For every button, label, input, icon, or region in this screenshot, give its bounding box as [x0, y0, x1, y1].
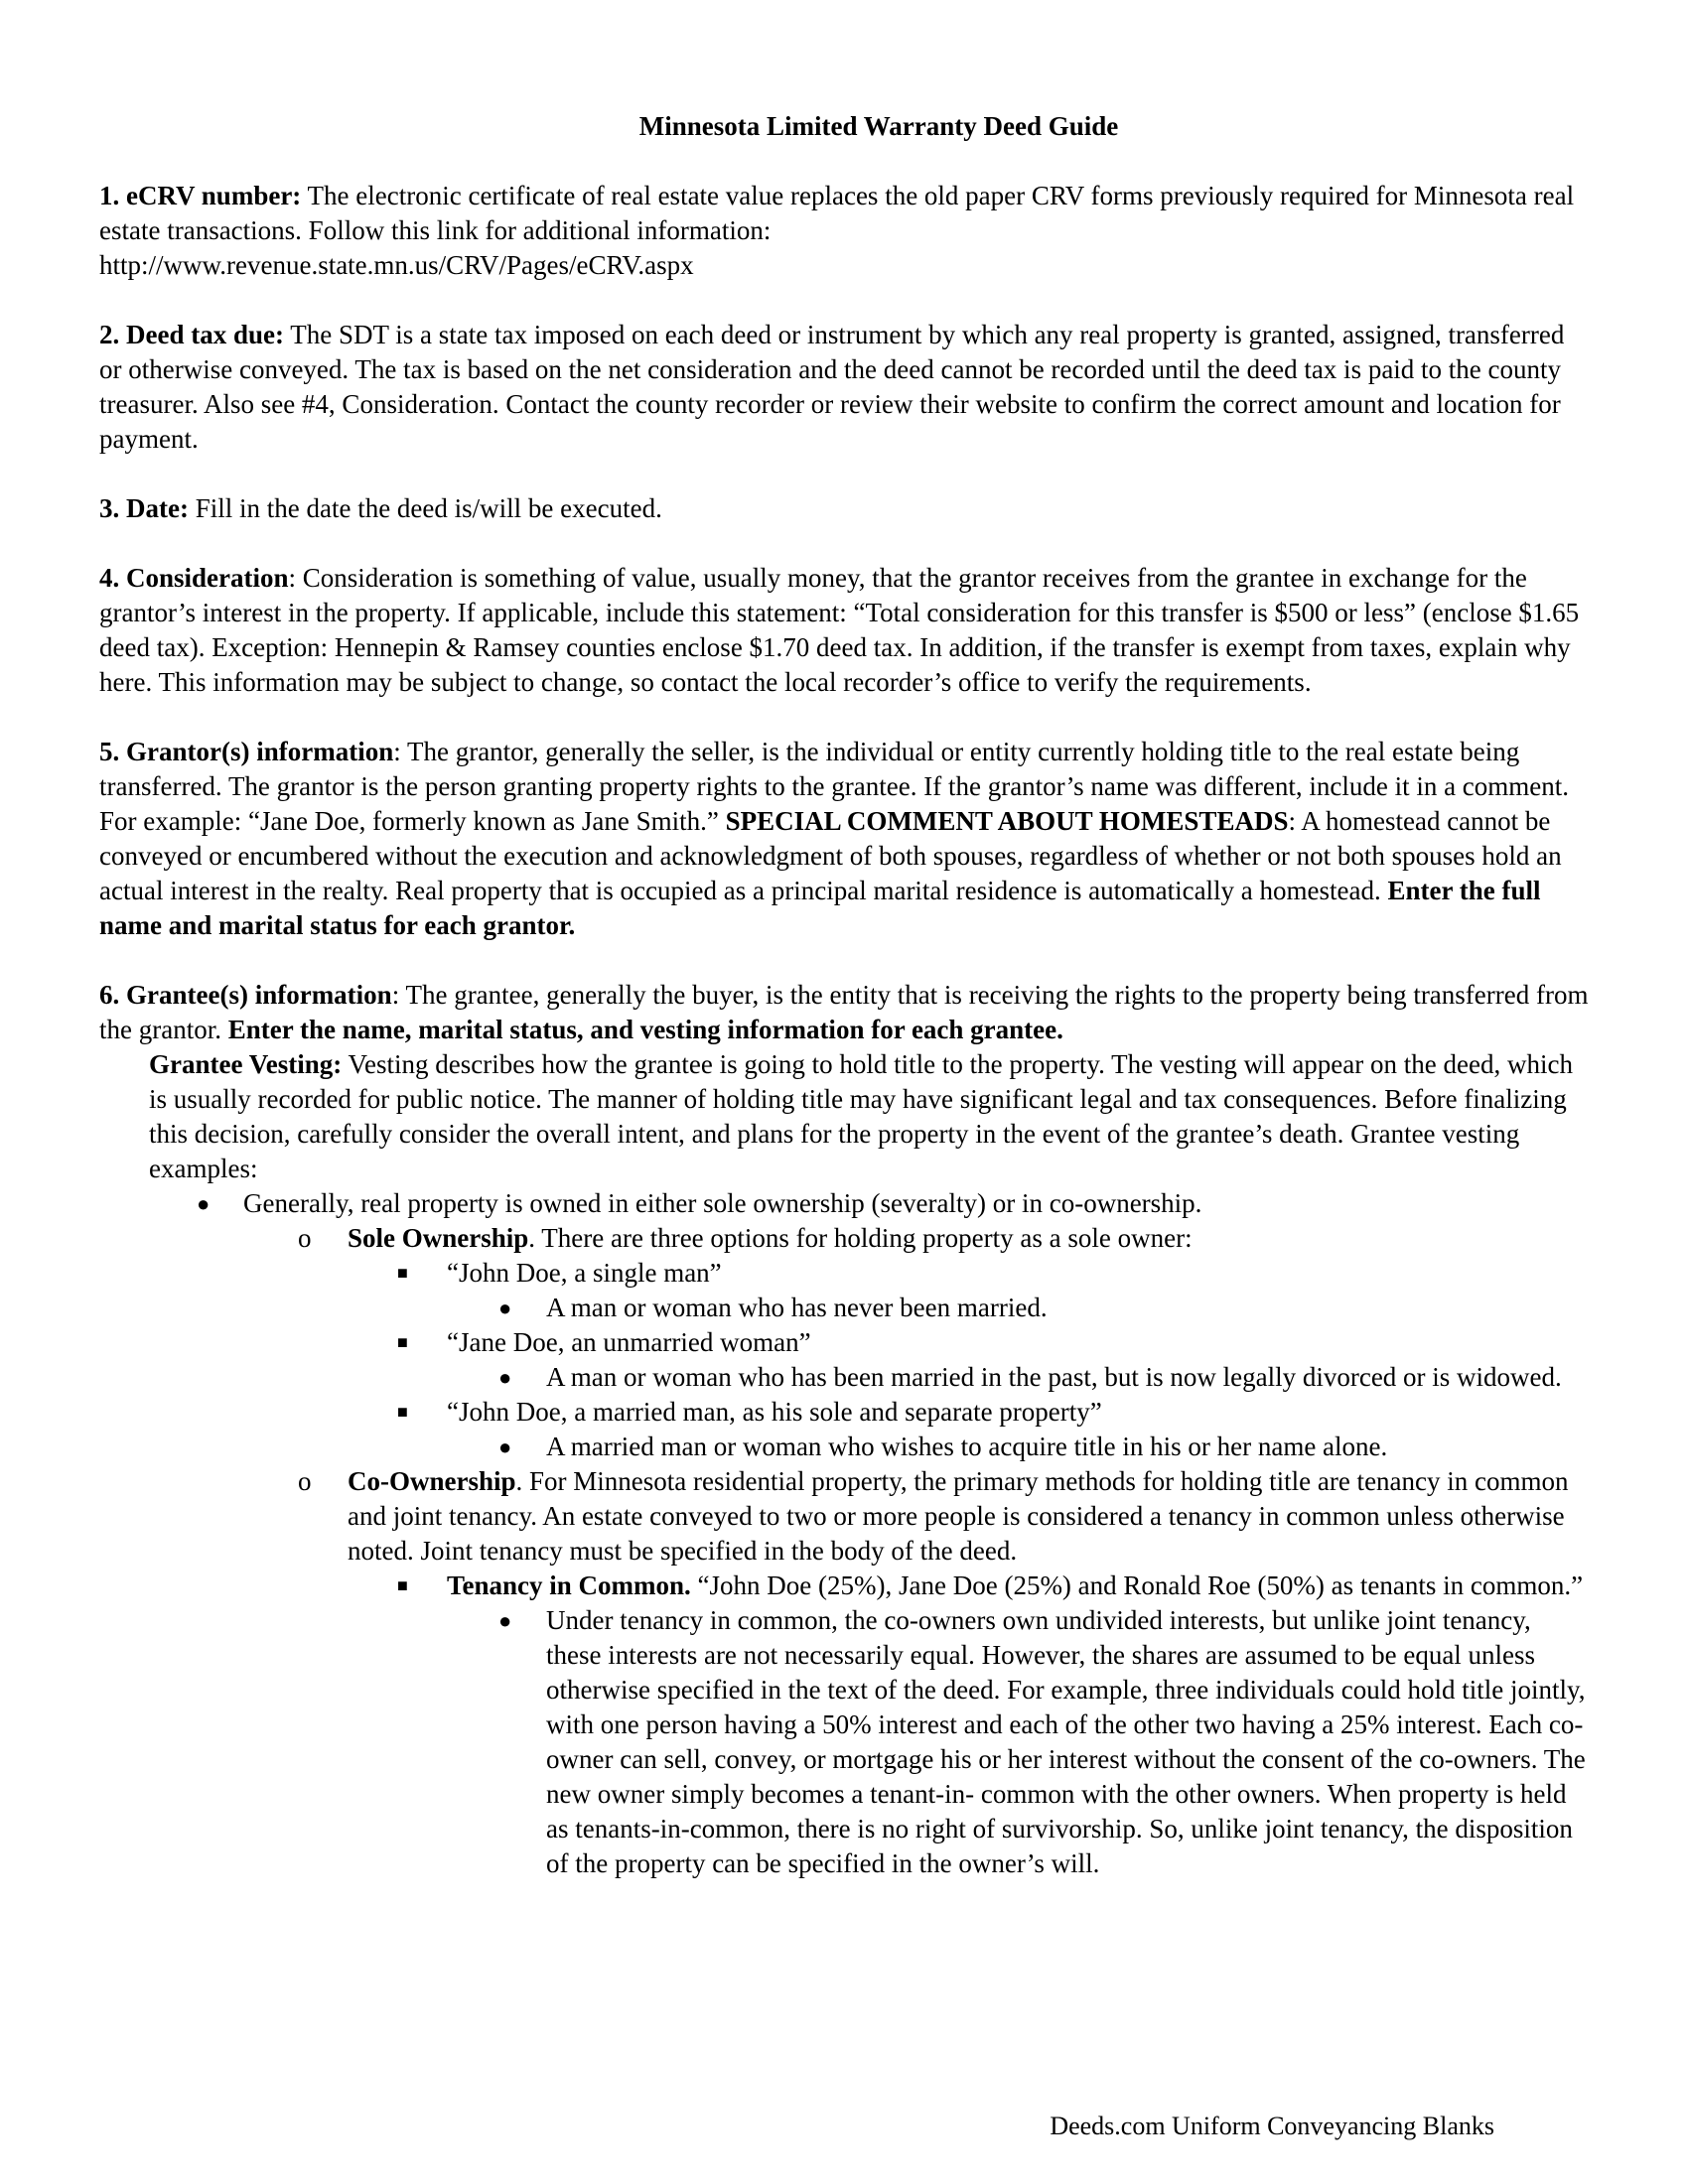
section-text: : The grantor, generally the seller, is the individual or entity currently holding title to the real estate being transferred. The grantor is the person granting property rights to the grantee. If the grantor’s name was different, include it in a comment. For example: “Jane Doe, formerly known as Jane Smith.”: [99, 737, 1570, 836]
bullet-icon: ●: [498, 1296, 512, 1320]
vesting-list: [99, 1186, 1589, 1881]
list-item: ● A man or woman who has never been married.: [546, 1291, 1589, 1325]
square-bullet-icon: ■: [397, 1263, 408, 1283]
sole-ownership-label: Sole Ownership: [348, 1223, 529, 1253]
section-label: 4. Consideration: [99, 563, 289, 593]
list-item: o Co-Ownership. For Minnesota residential property, the primary methods for holding title are tenancy in common and joint tenancy. An estate conveyed to two or more people is considered a tenancy in common unless otherwise noted. Joint tenancy must be specified in the body of the deed.: [298, 1466, 1569, 1566]
section-grantee: [99, 978, 1589, 1881]
bullet-icon: ●: [498, 1434, 512, 1459]
list-item: ● Generally, real property is owned in either sole ownership (severalty) or in co-ownership.: [243, 1186, 1589, 1221]
grantee-intro: [99, 978, 1589, 1047]
section-text: : A homestead cannot be conveyed or encumbered without the execution and acknowledgment of both spouses, regardless of whether or not both spouses hold an actual interest in the realty. Real property that is occupied as a principal marital residence is automatically a homestead.: [99, 806, 1562, 905]
grantee-instruction: Enter the name, marital status, and vesting information for each grantee.: [227, 1015, 1063, 1044]
bullet-icon: ●: [498, 1365, 512, 1390]
list-item: o Sole Ownership. There are three options for holding property as a sole owner:: [348, 1221, 1589, 1256]
section-label: 6. Grantee(s) information: [99, 980, 392, 1010]
list-item: ● Under tenancy in common, the co-owners own undivided interests, but unlike joint tenancy, these interests are not necessarily equal. However, the shares are assumed to be equal unless otherwise specified in the text of the deed. For example, three individuals could hold title jointly, with one person having a 50% interest and each of the other two having a 25% interest. Each co-owner can sell, convey, or mortgage his or her interest without the consent of the co-owners. The new owner simply becomes a tenant-in- common with the other owners. When property is held as tenants-in-common, there is no right of survivorship. So, unlike joint tenancy, the disposition of the property can be specified in the owner’s will.: [498, 1605, 1586, 1878]
bullet-icon: ●: [197, 1191, 211, 1216]
bullet-icon: ●: [498, 1608, 512, 1633]
vesting-label: Grantee Vesting:: [149, 1049, 343, 1079]
grantor-instruction: Enter the full name and marital status for each grantor.: [99, 876, 1541, 940]
section-label: 2. Deed tax due:: [99, 320, 284, 349]
section-text: : Consideration is something of value, usually money, that the grantor receives from the grantee in exchange for the grantor’s interest in the property. If applicable, include this statement: “Total consideration for this transfer is $500 or less” (enclose $1.65 deed tax). Exception: Hennepin & Ramsey counties enclose $1.70 deed tax. In addition, if the transfer is exempt from taxes, explain why here. This information may be subject to change, so contact the local recorder’s office to verify the requirements.: [99, 563, 1580, 697]
section-label: 1. eCRV number:: [99, 181, 302, 210]
square-bullet-icon: ■: [397, 1402, 408, 1422]
section-ecrv: [99, 179, 1589, 283]
document-title: Minnesota Limited Warranty Deed Guide: [638, 111, 1119, 141]
list-item: ● A man or woman who has been married in the past, but is now legally divorced or is widowed.: [546, 1360, 1589, 1395]
section-grantor: [99, 735, 1589, 943]
section-text: Fill in the date the deed is/will be executed.: [188, 493, 662, 523]
homestead-heading: SPECIAL COMMENT ABOUT HOMESTEADS: [725, 806, 1289, 836]
square-bullet-icon: ■: [397, 1332, 408, 1352]
section-deed-tax: [99, 318, 1589, 457]
tenancy-in-common-label: Tenancy in Common.: [447, 1570, 691, 1600]
list-item: ■ “Jane Doe, an unmarried woman”: [447, 1325, 1589, 1360]
section-label: 3. Date:: [99, 493, 189, 523]
vesting-text: Vesting describes how the grantee is going to hold title to the property. The vesting will appear on the deed, which is usually recorded for public notice. The manner of holding title may have significant legal and tax consequences. Before finalizing this decision, carefully consider the overall intent, and plans for the property in the event of the grantee’s death. Grantee vesting examples:: [149, 1049, 1573, 1183]
square-bullet-icon: ■: [397, 1575, 408, 1595]
section-label: 5. Grantor(s) information: [99, 737, 394, 766]
section-text: : The grantee, generally the buyer, is the entity that is receiving the rights to the property being transferred from the grantor.: [99, 980, 1589, 1044]
list-item: ● A married man or woman who wishes to acquire title in his or her name alone.: [546, 1430, 1589, 1464]
circle-bullet-icon: o: [298, 1223, 312, 1253]
section-text: The electronic certificate of real estate value replaces the old paper CRV forms previously required for Minnesota real estate transactions. Follow this link for additional information:: [99, 181, 1575, 245]
grantee-vesting: [149, 1047, 1589, 1186]
list-item: ■ “John Doe, a married man, as his sole and separate property”: [447, 1395, 1589, 1430]
ecrv-link[interactable]: http://www.revenue.state.mn.us/CRV/Pages/eCRV.aspx: [99, 250, 694, 280]
section-date: [99, 491, 1589, 526]
list-item: ■ Tenancy in Common. “John Doe (25%), Jane Doe (25%) and Ronald Roe (50%) as tenants in common.”: [447, 1569, 1589, 1603]
list-item: ■ “John Doe, a single man”: [447, 1256, 1589, 1291]
document-page: [99, 109, 1589, 1881]
circle-bullet-icon: o: [298, 1466, 312, 1496]
section-consideration: [99, 561, 1589, 700]
section-text: The SDT is a state tax imposed on each deed or instrument by which any real property is granted, assigned, transferred or otherwise conveyed. The tax is based on the net consideration and the deed cannot be recorded until the deed tax is paid to the county treasurer. Also see #4, Consideration. Contact the county recorder or review their website to confirm the correct amount and location for payment.: [99, 320, 1565, 454]
co-ownership-label: Co-Ownership: [348, 1466, 516, 1496]
page-footer: Deeds.com Uniform Conveyancing Blanks: [1050, 2112, 1494, 2140]
